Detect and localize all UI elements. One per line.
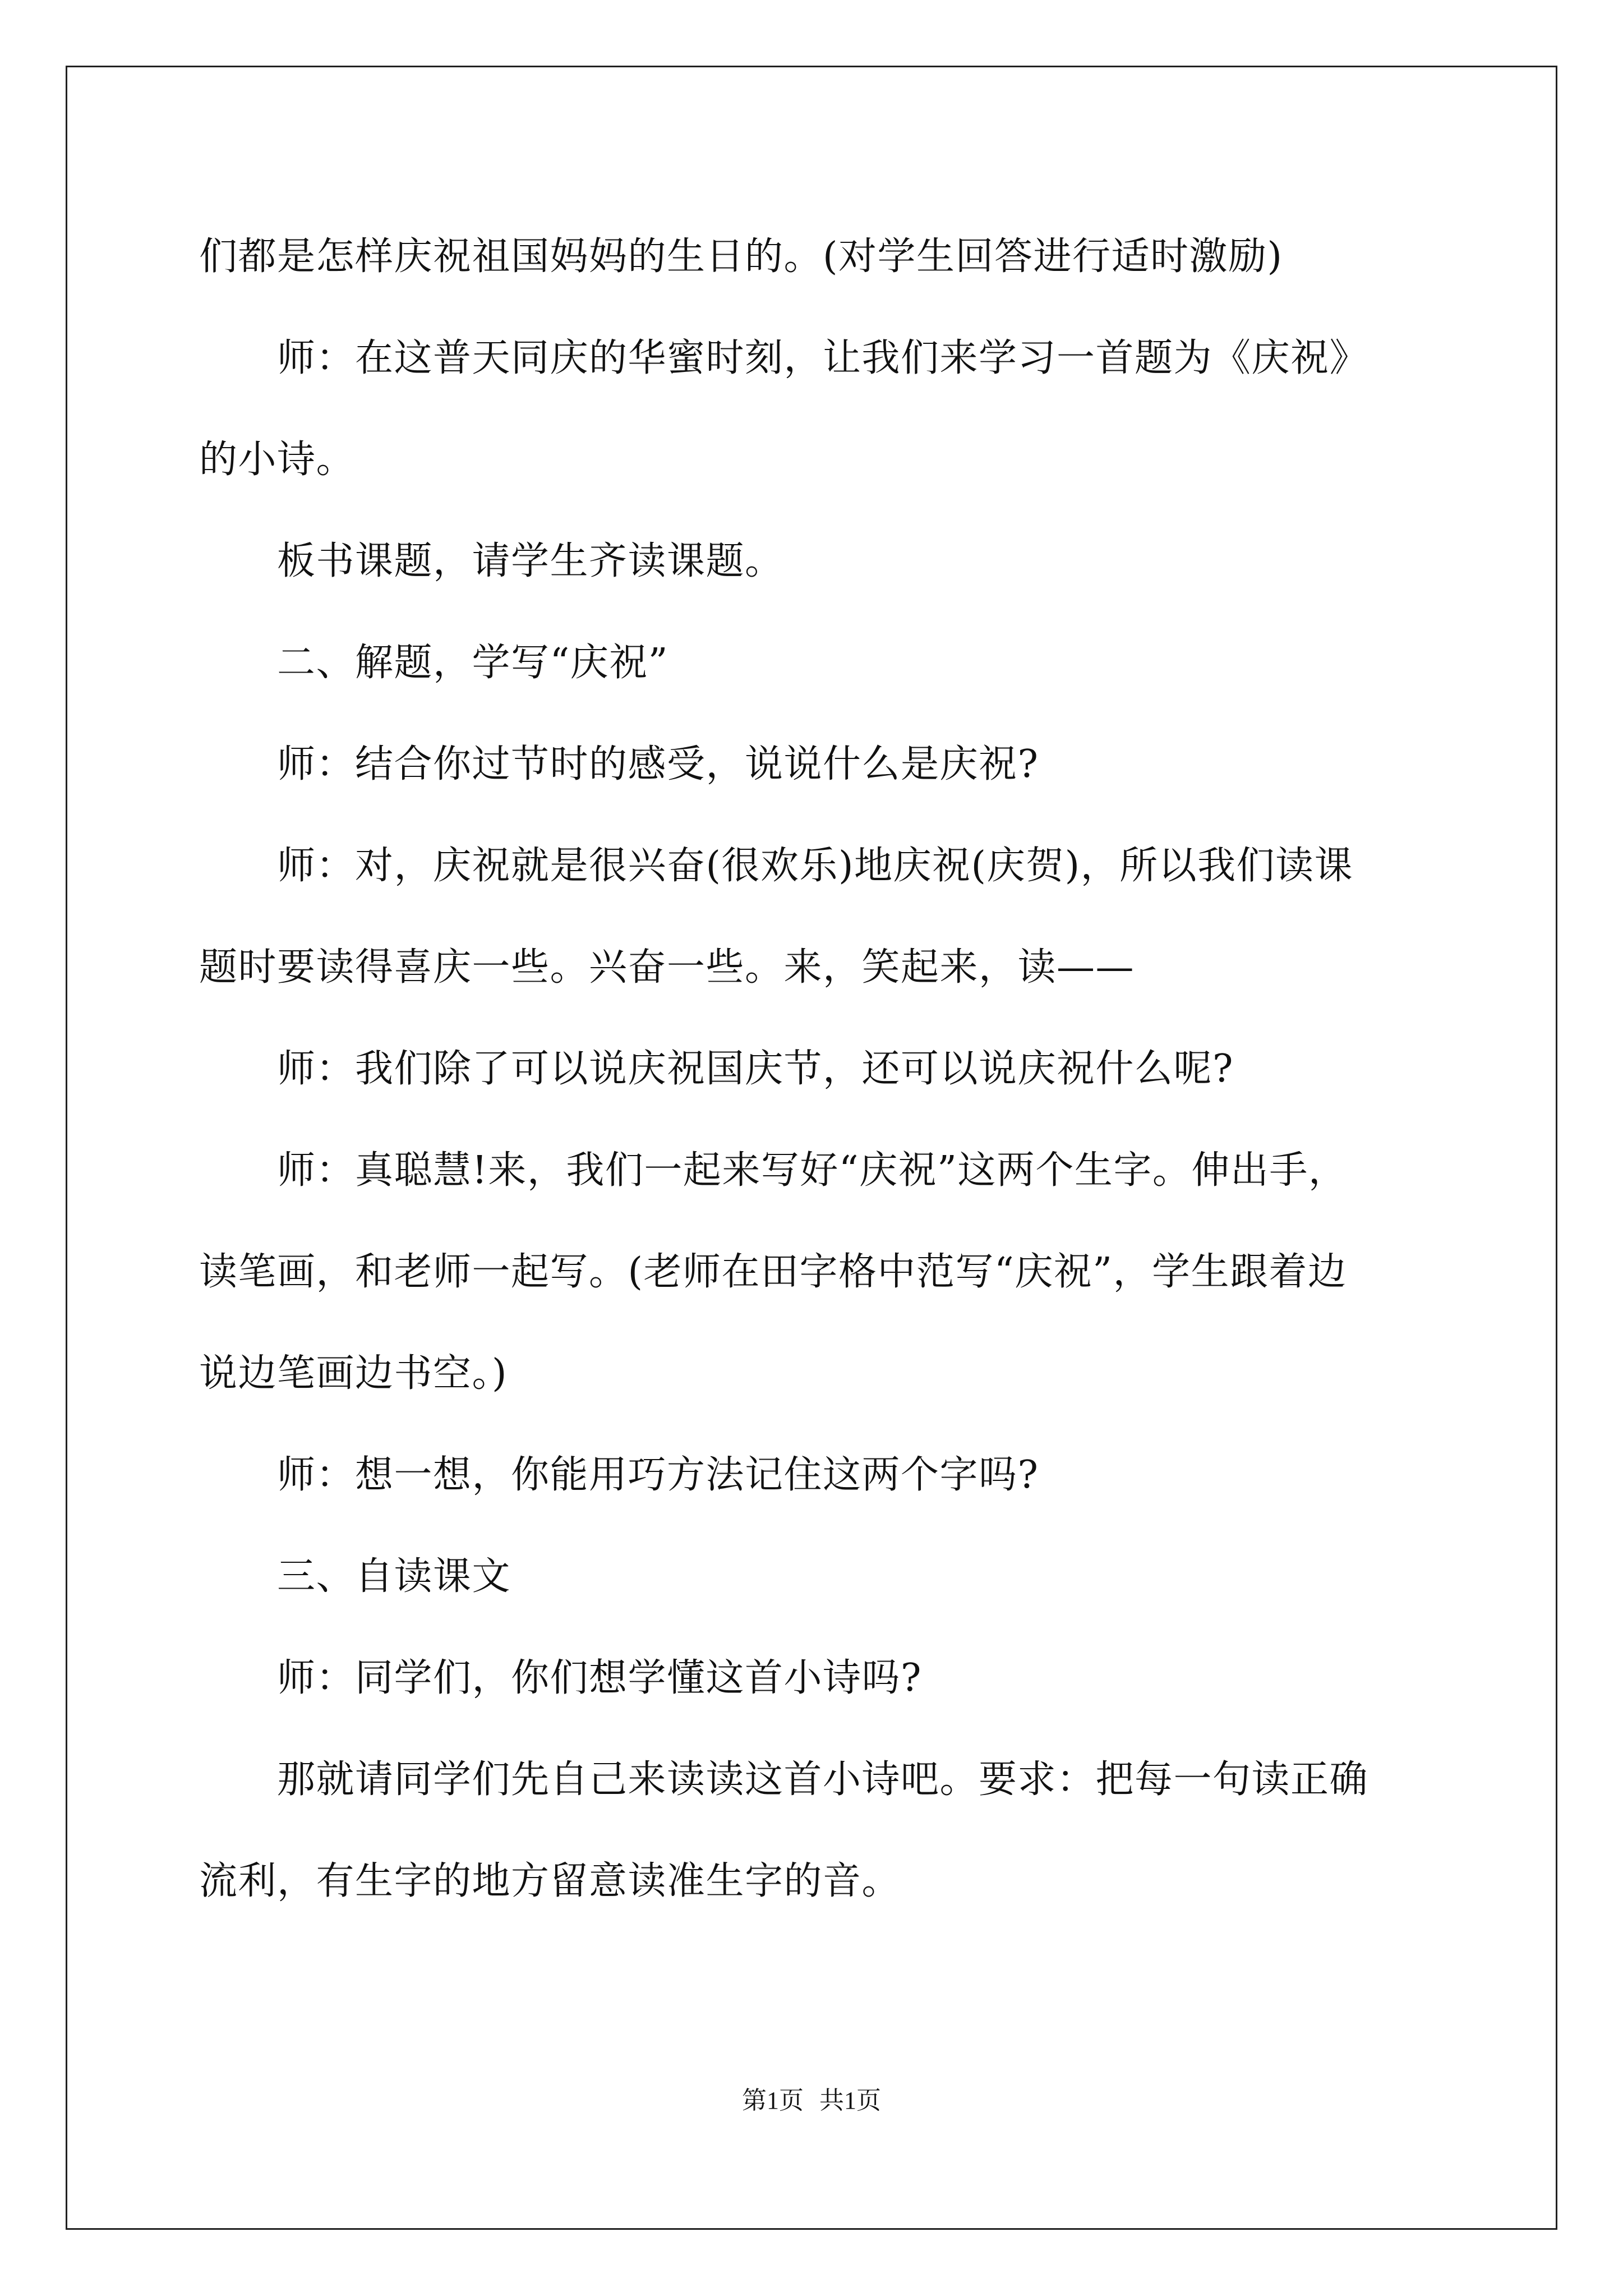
page-footer (0, 2084, 1623, 2118)
text-line: 师：我们除了可以说庆祝国庆节，还可以说庆祝什么呢? (199, 1047, 1234, 1091)
text-line: 师：同学们，你们想学懂这首小诗吗? (199, 1656, 922, 1700)
text-line: 师：想一想，你能用巧方法记住这两个字吗? (199, 1453, 1039, 1497)
text-line: 题时要读得喜庆一些。兴奋一些。来，笑起来，读—— (199, 945, 1135, 990)
text-line: 板书课题，请学生齐读课题。 (199, 539, 784, 583)
text-line: 流利，有生字的地方留意读准生字的音。 (199, 1859, 901, 1903)
text-line: 那就请同学们先自己来读读这首小诗吧。要求：把每一句读正确 (199, 1757, 1369, 1802)
text-line: 师：真聪慧!来，我们一起来写好“庆祝”这两个生字。伸出手， (199, 1148, 1348, 1193)
page-total: 共1页 (819, 2087, 881, 2114)
text-line: 们都是怎样庆祝祖国妈妈的生日的。(对学生回答进行适时激励) (199, 234, 1283, 279)
section-heading: 二、解题，学写“庆祝” (199, 641, 669, 685)
text-line: 读笔画，和老师一起写。(老师在田字格中范写“庆祝”，学生跟着边 (199, 1250, 1347, 1294)
text-line: 的小诗。 (199, 438, 356, 482)
text-line: 师：结合你过节时的感受，说说什么是庆祝? (199, 742, 1039, 786)
text-line: 师：在这普天同庆的华蜜时刻，让我们来学习一首题为《庆祝》 (199, 336, 1369, 380)
text-line: 说边笔画边书空。) (199, 1351, 508, 1396)
text-line: 师：对，庆祝就是很兴奋(很欢乐)地庆祝(庆贺)，所以我们读课 (199, 844, 1354, 888)
section-heading: 三、自读课文 (199, 1554, 511, 1599)
page-number: 第1页 (742, 2087, 804, 2114)
